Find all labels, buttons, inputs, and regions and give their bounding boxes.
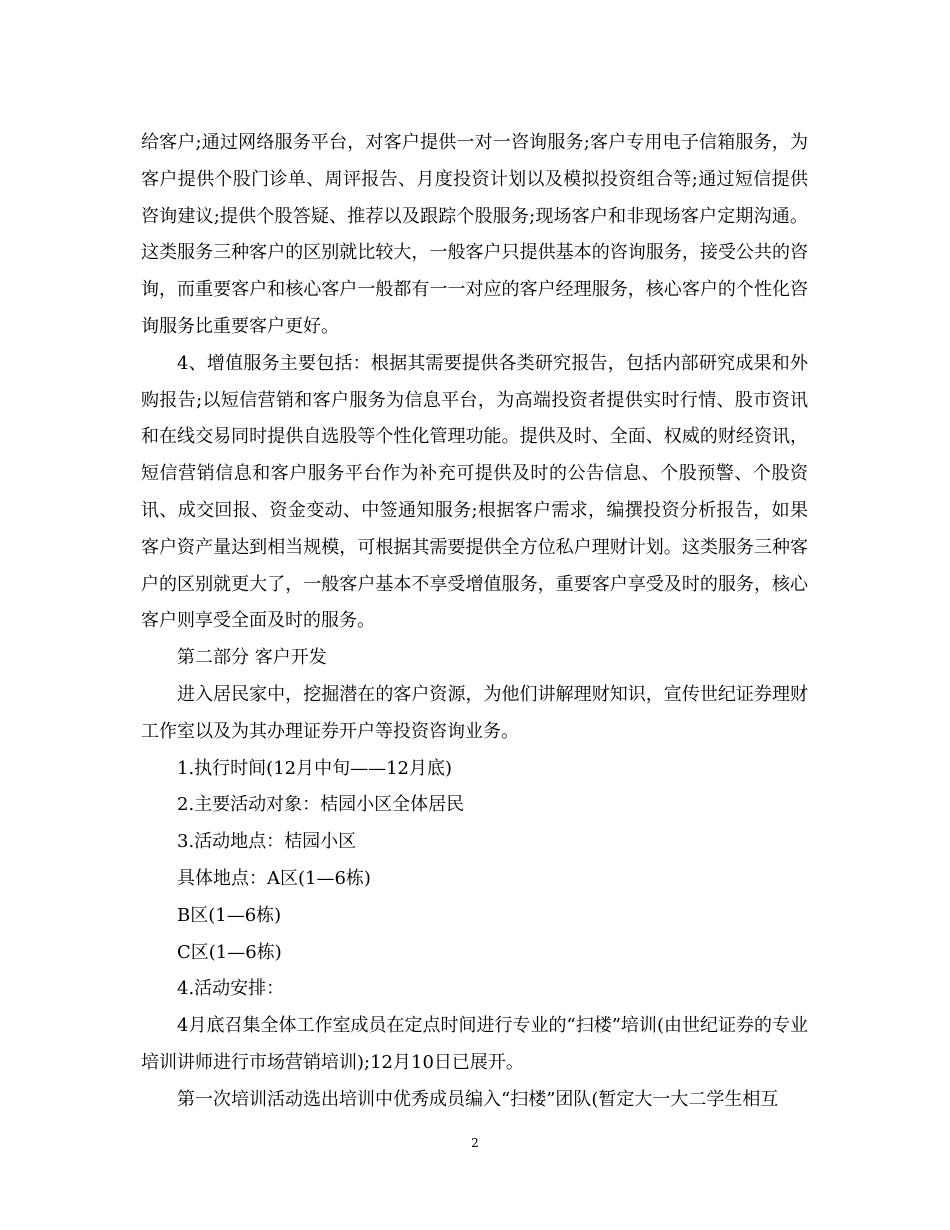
location-detail-zone-c: C区(1—6栋) xyxy=(177,941,282,963)
page-number: 2 xyxy=(471,1136,479,1150)
list-item-execution-time: 1.执行时间(12月中旬——12月底) xyxy=(177,757,453,779)
paragraph-consulting-services: 给客户;通过网络服务平台，对客户提供一对一咨询服务;客户专用电子信箱服务，为客户提供个股门诊单、周评报告、月度投资计划以及模拟投资组合等;通过短信提供咨询建议;提供个股答疑、推荐以及跟踪个股服务;现场客户和非现场客户定期沟通。这类服务三种客户的区别就比较大，一般客户只提供基本的咨询服务，接受公共的咨询，而重要客户和核心客户一般都有一一对应的客户经理服务，核心客户的个性化咨询服务比重要客户更好。 xyxy=(141,132,808,337)
list-item-location: 3.活动地点：桔园小区 xyxy=(177,831,357,853)
section-heading-customer-development: 第二部分 客户开发 xyxy=(177,647,327,669)
paragraph-development-intro: 进入居民家中，挖掘潜在的客户资源，为他们讲解理财知识，宣传世纪证券理财工作室以及为其办理证券开户等投资咨询业务。 xyxy=(141,683,808,742)
list-item-target-audience: 2.主要活动对象：桔园小区全体居民 xyxy=(177,794,465,816)
location-detail-zone-b: B区(1—6栋) xyxy=(177,904,282,926)
list-item-activity-plan: 4.活动安排： xyxy=(177,978,285,1000)
paragraph-value-added-services: 4、增值服务主要包括：根据其需要提供各类研究报告，包括内部研究成果和外购报告;以短信营销和客户服务为信息平台，为高端投资者提供实时行情、股市资讯和在线交易同时提供自选股等个性化管理功能。提供及时、全面、权威的财经资讯，短信营销信息和客户服务平台作为补充可提供及时的公告信息、个股预警、个股资讯、成交回报、资金变动、中签通知服务;根据客户需求，编撰投资分析报告，如果客户资产量达到相当规模，可根据其需要提供全方位私户理财计划。这类服务三种客户的区别就更大了，一般客户基本不享受增值服务，重要客户享受及时的服务，核心客户则享受全面及时的服务。 xyxy=(141,352,808,632)
paragraph-first-training: 第一次培训活动选出培训中优秀成员编入“扫楼”团队(暂定大一大二学生相互 xyxy=(177,1088,779,1110)
paragraph-training-plan: 4月底召集全体工作室成员在定点时间进行专业的“扫楼”培训(由世纪证券的专业培训讲师进行市场营销培训);12月10日已展开。 xyxy=(141,1015,808,1073)
document-body xyxy=(141,125,808,1119)
location-detail-zone-a: 具体地点：A区(1—6栋) xyxy=(177,867,371,889)
